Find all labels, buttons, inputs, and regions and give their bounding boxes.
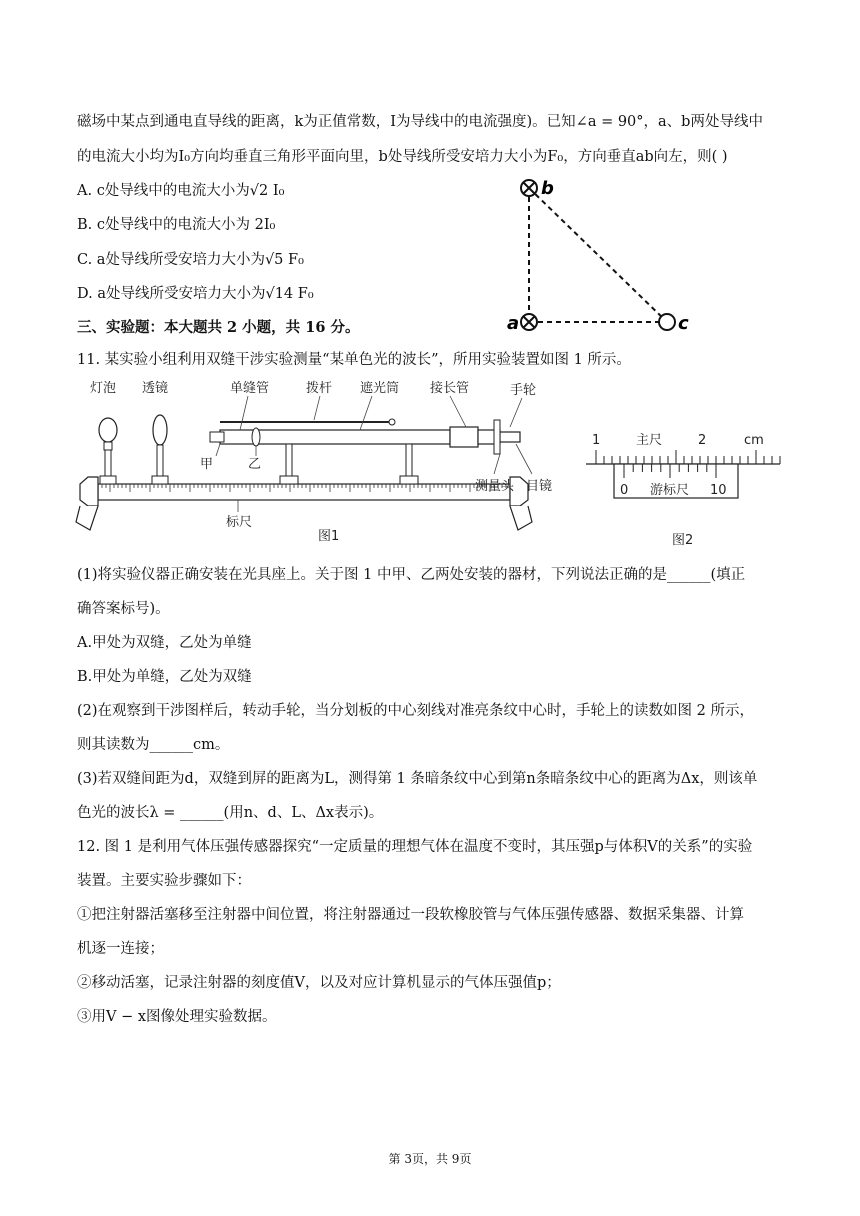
q11-part1-option-b: B.甲处为单缝，乙处为双缝 (77, 669, 252, 685)
label-c: c (678, 313, 689, 334)
label-extension-tube: 接长管 (430, 381, 470, 396)
wire-b-icon (521, 180, 537, 196)
label-a: a (507, 313, 520, 334)
label-b: b (541, 178, 554, 199)
q11-part1-option-a: A.甲处为双缝，乙处为单缝 (77, 635, 252, 651)
label-yi: 乙 (248, 457, 262, 472)
q11-part2-line-2: 则其读数为______cm。 (77, 737, 230, 753)
q11-part3-line-2: 色光的波长λ = ______(用n、d、L、Δx表示)。 (77, 805, 384, 821)
label-eyepiece: 目镜 (526, 479, 553, 494)
figure-2-vernier (580, 430, 790, 550)
vernier-0: 0 (620, 483, 629, 498)
vernier-10: 10 (710, 483, 727, 498)
label-lever: 拨杆 (306, 381, 333, 396)
q12-line-2: 装置。主要实验步骤如下： (77, 873, 251, 889)
label-shade-tube: 遮光筒 (360, 381, 400, 396)
label-jia: 甲 (200, 457, 214, 472)
triangle-figure (505, 172, 695, 337)
label-bulb: 灯泡 (90, 381, 117, 396)
vernier-label: 游标尺 (650, 483, 690, 498)
q12-step-2: ②移动活塞，记录注射器的刻度值V，以及对应计算机显示的气体压强值p； (77, 975, 561, 991)
main-scale-label: 主尺 (636, 433, 663, 448)
section-3-heading: 三、实验题：本大题共 2 小题，共 16 分。 (77, 319, 360, 336)
wire-a-icon (521, 314, 537, 330)
q10-option-a: A. c处导线中的电流大小为√2 I₀ (77, 183, 285, 199)
q11-intro: 11. 某实验小组利用双缝干涉实验测量“某单色光的波长”，所用实验装置如图 1 所示。 (77, 352, 631, 368)
label-measuring-head: 测量头 (475, 479, 515, 494)
label-ruler: 标尺 (226, 515, 253, 530)
unit-label: cm (744, 433, 764, 448)
q11-part1-line-1: (1)将实验仪器正确安装在光具座上。关于图 1 中甲、乙两处安装的器材，下列说法正确的是______(填正 (77, 567, 746, 583)
page-footer: 第 3页，共 9页 (388, 1152, 472, 1166)
lens-icon (152, 415, 168, 484)
q10-line-1: 磁场中某点到通电直导线的距离，k为正值常数，I为导线中的电流强度)。已知∠a = 90°，a、b两处导线中 (77, 114, 763, 130)
q12-line-1: 12. 图 1 是利用气体压强传感器探究“一定质量的理想气体在温度不变时，其压强p与体积V的关系”的实验 (77, 839, 753, 855)
wire-c-icon (659, 314, 675, 330)
q10-option-b: B. c处导线中的电流大小为 2I₀ (77, 217, 276, 233)
q11-part2-line-1: (2)在观察到干涉图样后，转动手轮，当分划板的中心刻线对准亮条纹中心时，手轮上的读数如图 2 所示， (77, 703, 754, 719)
label-lens: 透镜 (142, 381, 169, 396)
q12-step-1-line-1: ①把注射器活塞移至注射器中间位置，将注射器通过一段软橡胶管与气体压强传感器、数据采集器、计算 (77, 907, 744, 923)
q12-step-1-line-2: 机逐一连接； (77, 941, 164, 957)
q12-step-3: ③用V − x图像处理实验数据。 (77, 1009, 277, 1025)
bulb-icon (99, 418, 117, 484)
q10-option-d: D. a处导线所受安培力大小为√14 F₀ (77, 286, 314, 302)
q11-part3-line-1: (3)若双缝间距为d，双缝到屏的距离为L，测得第 1 条暗条纹中心到第n条暗条纹中心的距离为Δx，则该单 (77, 771, 758, 787)
figure-2-caption: 图2 (672, 533, 694, 548)
main-scale-2: 2 (698, 433, 707, 448)
label-hand-wheel: 手轮 (510, 383, 537, 398)
q10-line-2: 的电流大小均为I₀方向均垂直三角形平面向里，b处导线所受安培力大小为F₀，方向垂直ab向左，则( ) (77, 149, 728, 165)
figure-1-apparatus (70, 372, 570, 552)
q11-part1-line-2: 确答案标号)。 (77, 601, 170, 617)
q10-option-c: C. a处导线所受安培力大小为√5 F₀ (77, 252, 304, 268)
label-single-slit-tube: 单缝管 (230, 381, 270, 396)
main-scale-1: 1 (592, 433, 601, 448)
figure-1-caption: 图1 (318, 529, 340, 544)
